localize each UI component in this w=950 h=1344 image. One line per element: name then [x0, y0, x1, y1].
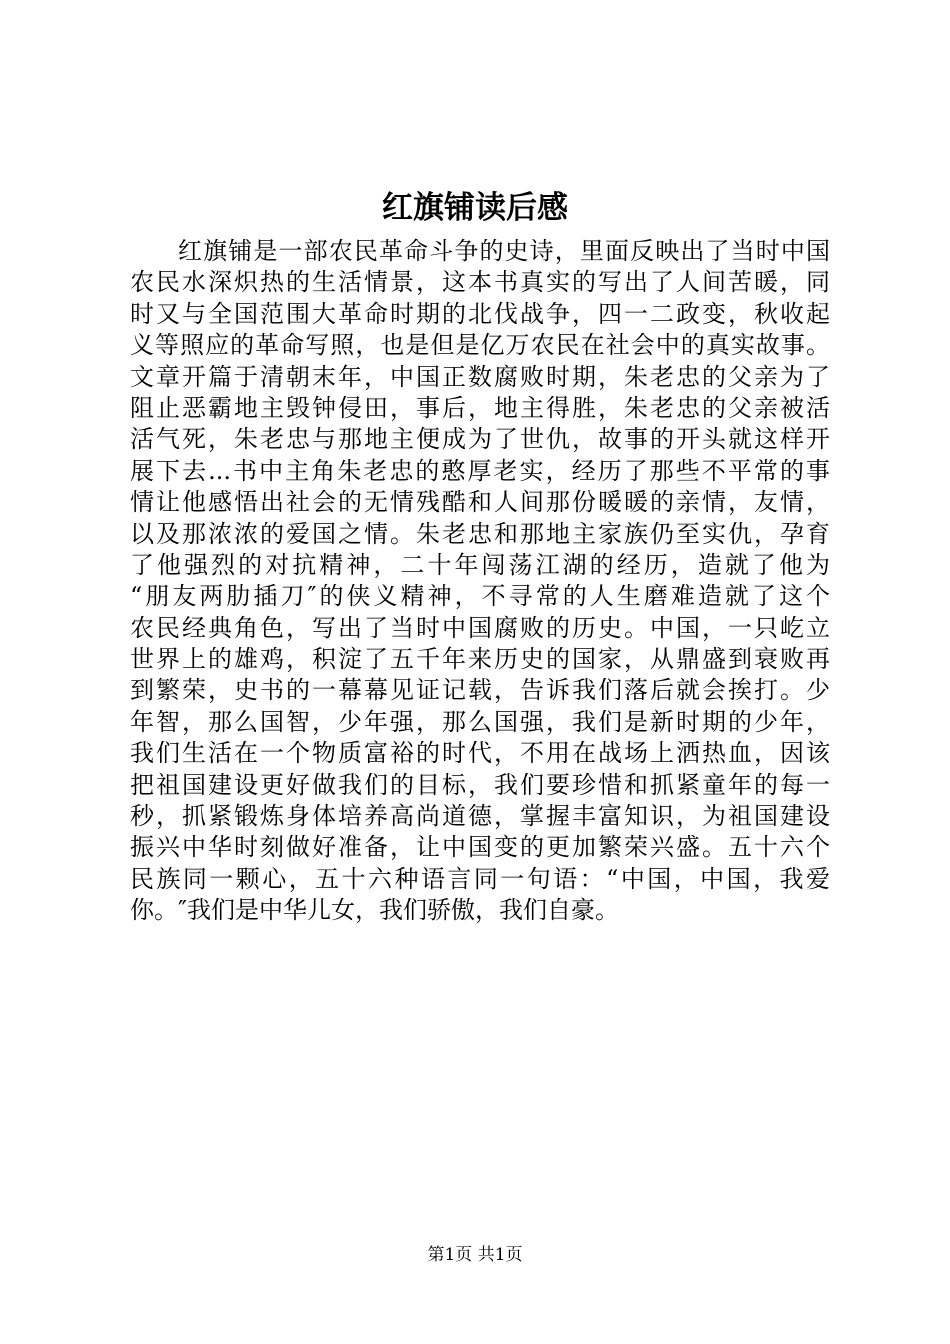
body-line: 振兴中华时刻做好准备，让中国变的更加繁荣兴盛。五十六个	[130, 833, 830, 862]
body-line: 活气死，朱老忠与那地主便成为了世仇，故事的开头就这样开	[130, 425, 830, 454]
body-line: 秒，抓紧锻炼身体培养高尚道德，掌握丰富知识，为祖国建设	[130, 802, 830, 831]
body-line: 我们生活在一个物质富裕的时代，不用在战场上洒热血，因该	[130, 739, 830, 768]
body-line: 世界上的雄鸡，积淀了五千年来历史的国家，从鼎盛到衰败再	[130, 645, 830, 674]
body-line: 把祖国建设更好做我们的目标，我们要珍惜和抓紧童年的每一	[130, 770, 830, 799]
body-line: 到繁荣，史书的一幕幕见证记载，告诉我们落后就会挨打。少	[130, 676, 830, 705]
document-body	[130, 236, 830, 927]
body-line: 情让他感悟出社会的无情残酷和人间那份暖暖的亲情，友情，	[130, 488, 830, 517]
body-line: 阻止恶霸地主毁钟侵田，事后，地主得胜，朱老忠的父亲被活	[130, 393, 830, 422]
body-line: 年智，那么国智，少年强，那么国强，我们是新时期的少年，	[130, 707, 830, 736]
body-line: 民族同一颗心，五十六种语言同一句语：“中国，中国，我爱	[130, 864, 830, 893]
body-line: 义等照应的革命写照，也是但是亿万农民在社会中的真实故事。	[130, 331, 830, 360]
document-title: 红旗铺读后感	[382, 190, 568, 226]
body-line: 以及那浓浓的爱国之情。朱老忠和那地主家族仍至实仇，孕育	[130, 519, 830, 548]
body-line: 红旗铺是一部农民革命斗争的史诗，里面反映出了当时中国	[178, 237, 830, 265]
body-line: 文章开篇于清朝末年，中国正数腐败时期，朱老忠的父亲为了	[130, 362, 830, 391]
body-line: 农民经典角色，写出了当时中国腐败的历史。中国，一只屹立	[130, 613, 830, 642]
body-line: 农民水深炽热的生活情景，这本书真实的写出了人间苦暖，同	[130, 268, 830, 297]
body-line: 你。″我们是中华儿女，我们骄傲，我们自豪。	[130, 896, 619, 925]
body-line: 展下去...书中主角朱老忠的憨厚老实，经历了那些不平常的事	[130, 456, 830, 485]
body-line: 了他强烈的对抗精神，二十年闯荡江湖的经历，造就了他为	[130, 550, 830, 579]
body-line: 时又与全国范围大革命时期的北伐战争，四一二政变，秋收起	[130, 299, 830, 328]
page-footer: 第1页 共1页	[427, 1245, 523, 1265]
body-line: “朋友两肋插刀″的侠义精神，不寻常的人生磨难造就了这个	[130, 582, 830, 611]
